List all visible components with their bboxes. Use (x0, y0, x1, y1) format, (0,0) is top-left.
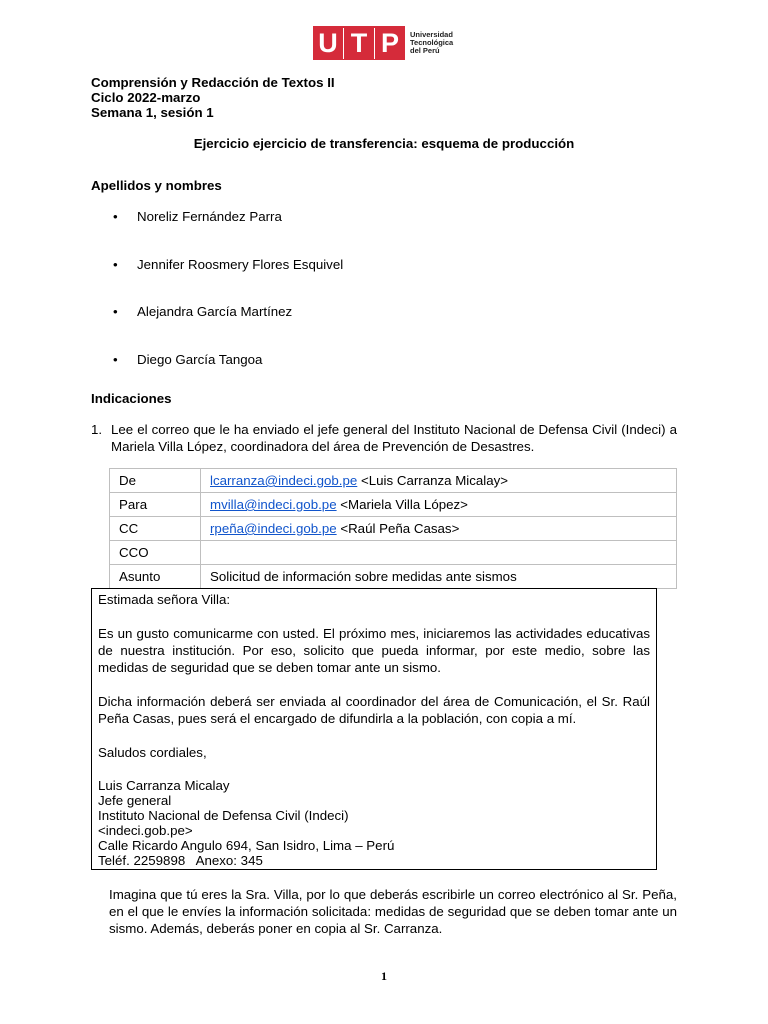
list-item (113, 304, 292, 319)
bullet-icon: • (113, 257, 118, 272)
from-email-link[interactable]: lcarranza@indeci.gob.pe (210, 473, 358, 488)
logo-letter-p: P (374, 28, 405, 59)
table-row (110, 565, 677, 589)
utp-logo-mark (313, 26, 405, 60)
course-cycle: Ciclo 2022-marzo (91, 90, 201, 105)
from-name: <Luis Carranza Micalay> (357, 473, 509, 488)
email-paragraph-2: Dicha información deberá ser enviada al coordinador del área de Comunicación, el Sr. Raúl Peña Casas, pues será el encargado de difundirla a la población, con copia a mí. (98, 694, 650, 726)
student-name: Noreliz Fernández Parra (137, 209, 282, 224)
list-item (113, 257, 343, 272)
from-value (201, 469, 677, 493)
bullet-icon: • (113, 209, 118, 224)
logo-university-name (410, 31, 453, 55)
email-greeting: Estimada señora Villa: (98, 592, 231, 607)
indication-item (91, 421, 677, 455)
item-text: Lee el correo que le ha enviado el jefe general del Instituto Nacional de Defensa Civil (Indeci) a Mariela Villa López, coordinadora del área de Prevención de Desastres. (111, 422, 677, 454)
email-header-table (109, 468, 677, 589)
student-name: Alejandra García Martínez (137, 304, 293, 319)
student-name: Jennifer Roosmery Flores Esquivel (137, 257, 344, 272)
bcc-value (201, 541, 677, 565)
page-number: 1 (381, 969, 387, 983)
item-number: 1. (91, 422, 103, 437)
table-row (110, 469, 677, 493)
course-name: Comprensión y Redacción de Textos II (91, 75, 335, 90)
utp-logo (313, 26, 453, 60)
cc-email-link[interactable]: rpeña@indeci.gob.pe (210, 521, 337, 536)
logo-line-2: Tecnológica (410, 38, 454, 47)
bcc-label: CCO (110, 541, 201, 565)
to-name: <Mariela Villa López> (336, 497, 468, 512)
exercise-title: Ejercicio ejercicio de transferencia: esquema de producción (193, 136, 575, 151)
subject-label: Asunto (110, 565, 201, 589)
signature-role: Jefe general (98, 793, 172, 808)
to-email-link[interactable]: mvilla@indeci.gob.pe (210, 497, 337, 512)
indications-heading: Indicaciones (91, 391, 172, 406)
to-value (201, 493, 677, 517)
signature-phone: Teléf. 2259898 Anexo: 345 (98, 853, 263, 868)
signature-address: Calle Ricardo Angulo 694, San Isidro, Lima – Perú (98, 838, 395, 853)
table-row (110, 517, 677, 541)
table-row (110, 541, 677, 565)
bullet-icon: • (113, 304, 118, 319)
from-label: De (110, 469, 201, 493)
email-closing: Saludos cordiales, (98, 745, 207, 760)
signature-name: Luis Carranza Micalay (98, 778, 230, 793)
logo-line-3: del Perú (410, 46, 440, 55)
subject-value: Solicitud de información sobre medidas ante sismos (201, 565, 677, 589)
email-signature (98, 778, 650, 868)
logo-line-1: Universidad (410, 30, 453, 39)
email-body (91, 588, 657, 870)
email-paragraph-1: Es un gusto comunicarme con usted. El próximo mes, iniciaremos las actividades educativas de nuestra institución. Por eso, solicito que pueda informar, por este medio, sobre las medidas de seguridad que se deben tomar ante un sismo. (98, 626, 650, 675)
bullet-icon: • (113, 352, 118, 367)
cc-name: <Raúl Peña Casas> (336, 521, 460, 536)
cc-value (201, 517, 677, 541)
student-name: Diego García Tangoa (137, 352, 263, 367)
logo-letter-t: T (343, 28, 374, 59)
course-week: Semana 1, sesión 1 (91, 105, 214, 120)
signature-institution: Instituto Nacional de Defensa Civil (Indeci) (98, 808, 349, 823)
to-label: Para (110, 493, 201, 517)
table-row (110, 493, 677, 517)
signature-website: <indeci.gob.pe> (98, 823, 193, 838)
names-heading: Apellidos y nombres (91, 178, 222, 193)
cc-label: CC (110, 517, 201, 541)
list-item (113, 209, 282, 224)
list-item (113, 352, 262, 367)
logo-letter-u: U (318, 27, 338, 58)
final-instruction: Imagina que tú eres la Sra. Villa, por lo que deberás escribirle un correo electrónico al Sr. Peña, en el que le envíes la información solicitada: medidas de seguridad que se deben tomar ante un sismo. Además, deberás poner en copia al Sr. Carranza. (109, 887, 677, 936)
